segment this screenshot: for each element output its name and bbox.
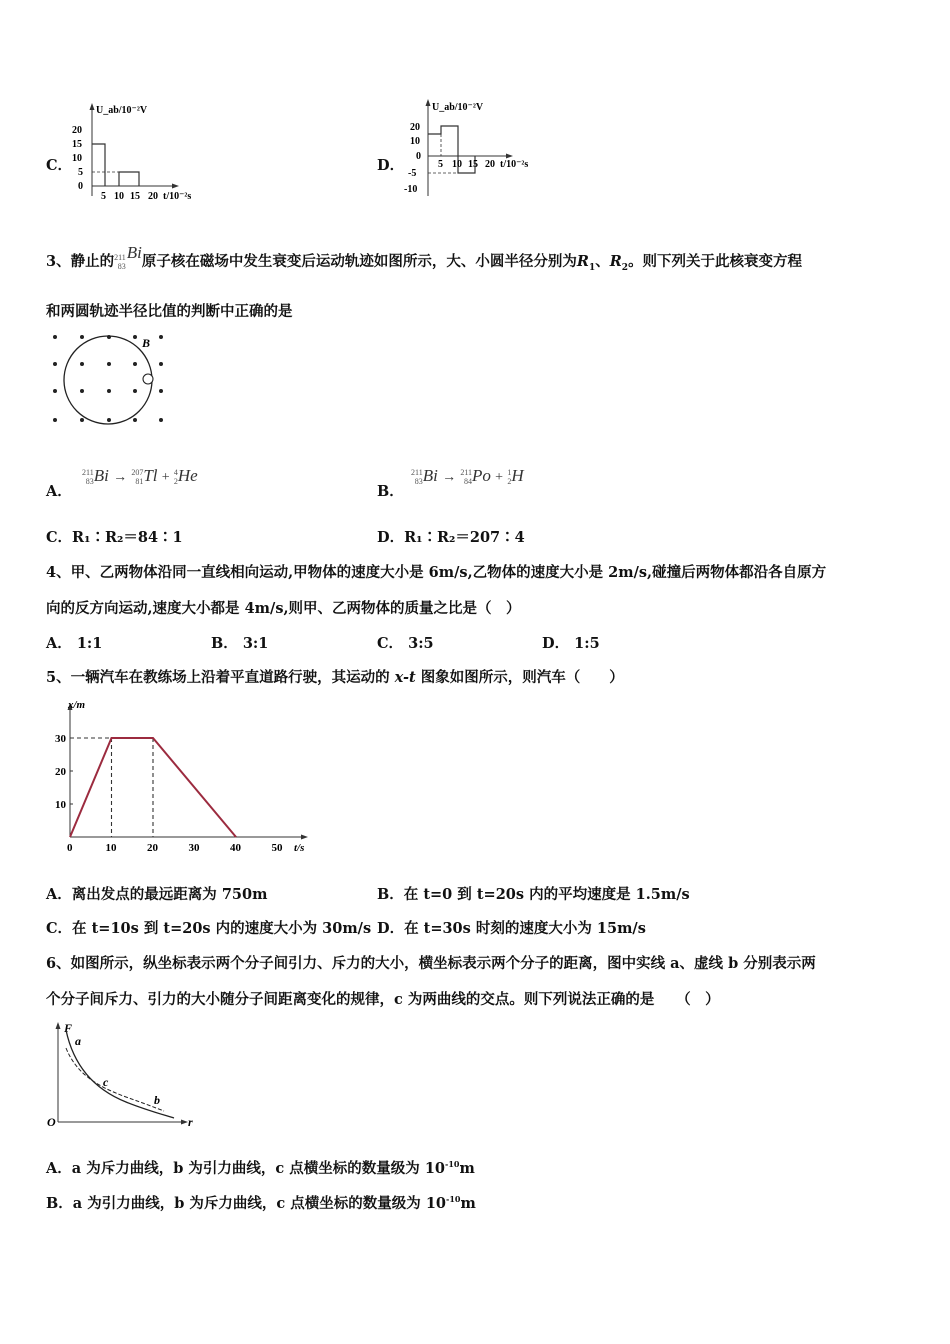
eq-a-z3: 2: [173, 477, 178, 487]
q4-option-d-label: D．: [542, 635, 570, 652]
c-ytick: 0: [78, 181, 83, 192]
c-xlabel: t/10⁻²s: [163, 191, 192, 202]
option-c-label: C．: [46, 157, 73, 174]
distance-axis-label: r: [188, 1115, 193, 1129]
q3-nucleus: [114, 243, 142, 272]
q6-option-a: [46, 1157, 475, 1178]
eq-b-s3: H: [511, 466, 524, 485]
q6-option-a-exp: -10: [445, 1159, 460, 1170]
q3-post: 原子核在磁场中发生衰变后运动轨迹如图所示，大、小圆半径分别为: [141, 253, 577, 270]
q3-symbol: Bi: [126, 243, 142, 262]
q4-option-d: [542, 632, 600, 653]
q3-r2-sub: 2: [621, 262, 629, 273]
q5-stem-pre: 5、一辆汽车在教练场上沿着平直道路行驶，其运动的: [46, 669, 395, 686]
x-tick-label: 10: [105, 842, 117, 854]
x-axis-label: t/s: [294, 842, 305, 854]
q5-option-a: [46, 883, 267, 904]
eq-a-plus: +: [161, 470, 170, 485]
q3-line1: [46, 243, 803, 273]
q4-option-b: [211, 632, 268, 653]
q4-option-a-text: 1:1: [76, 635, 103, 652]
eq-a-z1: 83: [85, 477, 94, 487]
eq-a-s2: Tl: [143, 466, 158, 485]
x-tick-label: 40: [230, 842, 241, 854]
q6-option-a-text: a 为斥力曲线，b 为引力曲线，c 点横坐标的数量级为 10: [71, 1160, 445, 1177]
x-tick-label: 50: [271, 842, 283, 854]
c-xtick: 5: [101, 191, 106, 202]
q3-sep: 、: [595, 253, 610, 270]
c-ytick: 10: [72, 153, 82, 164]
d-ytick: 20: [410, 122, 420, 133]
c-xtick: 15: [130, 191, 140, 202]
eq-a-m3: 4: [173, 468, 178, 478]
eq-b-m2: 211: [460, 468, 473, 478]
d-ytick: 0: [416, 151, 421, 162]
q5-option-b-text: 在 t=0 到 t=20s 内的平均速度是 1.5m/s: [403, 886, 690, 903]
curve-a-label: a: [75, 1034, 81, 1048]
eq-a-m2: 207: [131, 468, 144, 478]
d-xtick: 5: [438, 159, 443, 170]
q3-option-b-equation: [411, 466, 524, 486]
y-tick-label: 30: [55, 733, 66, 745]
c-xtick: 20: [148, 191, 158, 202]
q6-option-b-text: a 为引力曲线，b 为斥力曲线，c 点横坐标的数量级为 10: [72, 1195, 446, 1212]
eq-b-m3: 1: [507, 468, 512, 478]
q4-option-a-label: A．: [46, 635, 72, 652]
eq-b-arrow: →: [442, 470, 457, 485]
q3-end: 。则下列关于此核衰变方程: [628, 253, 803, 270]
d-xtick: 10: [452, 159, 462, 170]
q5-stem: [46, 666, 624, 687]
large-orbit: [64, 336, 152, 424]
q3-r1-sub: 1: [588, 262, 596, 273]
q5-stem-var: x-t: [394, 669, 416, 686]
curve-b-label: b: [154, 1093, 160, 1107]
q6-force-figure: [46, 1018, 206, 1130]
q3-option-d: [377, 526, 525, 547]
q3-option-c-text: R₁∶R₂＝84∶1: [72, 529, 183, 546]
d-ytick: 10: [410, 136, 420, 147]
c-ytick: 20: [72, 125, 82, 136]
d-xtick: 15: [468, 159, 478, 170]
q4-option-c: [377, 632, 434, 653]
y-axis-label: x/m: [68, 699, 86, 711]
eq-a-s1: Bi: [93, 466, 109, 485]
q3-option-b-label: B．: [377, 483, 404, 500]
q5-stem-post: 图象如图所示，则汽车（ ）: [415, 669, 624, 686]
eq-b-z2: 84: [464, 477, 473, 487]
q5-option-a-text: 离出发点的最远距离为 750m: [71, 886, 268, 903]
eq-b-z1: 83: [414, 477, 423, 487]
d-ytick: -5: [408, 168, 417, 179]
curve-b-attraction: [66, 1048, 164, 1111]
q4-option-c-label: C．: [377, 635, 404, 652]
d-xlabel: t/10⁻²s: [500, 159, 529, 170]
q6-option-b-unit: m: [460, 1195, 476, 1212]
c-ytick: 5: [78, 167, 83, 178]
x-axis-arrow: [301, 835, 308, 840]
y-tick-label: 10: [55, 799, 66, 811]
q5-xt-chart: [46, 695, 316, 860]
q6-option-b: [46, 1192, 476, 1213]
q5-option-b-label: B．: [377, 886, 404, 903]
q4-option-b-text: 3:1: [242, 635, 269, 652]
q5-option-c-label: C．: [46, 920, 73, 937]
x-tick-label: 0: [67, 842, 73, 854]
q5-option-a-label: A．: [46, 886, 72, 903]
option-d-label: D．: [377, 157, 405, 174]
c-ytick: 15: [72, 139, 82, 150]
q3-option-d-text: R₁∶R₂＝207∶4: [404, 529, 525, 546]
q3-line2: 和两圆轨迹半径比值的判断中正确的是: [46, 303, 293, 320]
d-xtick: 20: [485, 159, 495, 170]
x-tick-label: 30: [188, 842, 200, 854]
q3-mass: 211: [114, 253, 126, 263]
q3-charge: 83: [117, 262, 126, 272]
eq-b-s1: Bi: [422, 466, 438, 485]
q4-option-d-text: 1:5: [574, 635, 600, 652]
d-ylabel: U_ab/10⁻²V: [432, 102, 484, 113]
c-ylabel: U_ab/10⁻²V: [96, 105, 148, 116]
q4-line2: 向的反方向运动,速度大小都是 4m/s,则甲、乙两物体的质量之比是（ ）: [46, 600, 521, 617]
q6-line2: 个分子间斥力、引力的大小随分子间距离变化的规律，c 为两曲线的交点。则下列说法正确的是 （ ）: [46, 991, 720, 1008]
q5-option-d-text: 在 t=30s 时刻的速度大小为 15m/s: [404, 920, 646, 937]
eq-b-z3: 2: [507, 477, 512, 487]
q3-option-a-label: A．: [46, 483, 72, 500]
eq-b-s2: Po: [472, 466, 491, 485]
d-ytick: -10: [404, 184, 418, 195]
eq-a-z2: 81: [135, 477, 144, 487]
option-c-graph: [70, 100, 210, 206]
q6-option-b-label: B．: [46, 1195, 73, 1212]
q3-option-c: [46, 526, 183, 547]
point-c-label: c: [103, 1075, 109, 1089]
q4-option-c-text: 3:5: [408, 635, 434, 652]
small-orbit: [143, 374, 153, 384]
q4-option-b-label: B．: [211, 635, 238, 652]
q3-pre: 3、静止的: [46, 253, 115, 270]
q6-option-a-unit: m: [459, 1160, 475, 1177]
eq-a-m1: 211: [82, 468, 94, 478]
q3-magnetic-field-figure: [46, 328, 176, 428]
q5-option-d-label: D．: [377, 920, 405, 937]
q3-option-a-equation: [82, 466, 198, 486]
q3-option-c-label: C．: [46, 529, 73, 546]
force-axis-label: F: [64, 1021, 73, 1035]
eq-a-arrow: →: [113, 470, 128, 485]
q3-r2: R: [609, 253, 622, 270]
q3-r1: R: [576, 253, 589, 270]
q5-option-c: [46, 917, 371, 938]
q4-line1: 4、甲、乙两物体沿同一直线相向运动,甲物体的速度大小是 6m/s,乙物体的速度大小是 2m/s,碰撞后两物体都沿各自原方: [46, 564, 827, 581]
q6-option-a-label: A．: [46, 1160, 72, 1177]
q4-option-a: [46, 632, 102, 653]
option-d-graph: [400, 96, 550, 202]
q5-option-d: [377, 917, 646, 938]
q6-option-b-exp: -10: [446, 1194, 461, 1205]
x-tick-label: 20: [147, 842, 158, 854]
c-xtick: 10: [114, 191, 124, 202]
q6-line1: 6、如图所示，纵坐标表示两个分子间引力、斥力的大小，横坐标表示两个分子的距离，图中实线 a、虚线 b 分别表示两: [46, 955, 816, 972]
origin-label: O: [47, 1115, 56, 1129]
eq-b-m1: 211: [411, 468, 423, 478]
q3-option-d-label: D．: [377, 529, 405, 546]
q5-option-c-text: 在 t=10s 到 t=20s 内的速度大小为 30m/s: [72, 920, 372, 937]
y-tick-label: 20: [55, 766, 66, 778]
q5-option-b: [377, 883, 690, 904]
eq-a-s3: He: [177, 466, 198, 485]
eq-b-plus: +: [495, 470, 504, 485]
field-b-label: B: [142, 336, 151, 350]
